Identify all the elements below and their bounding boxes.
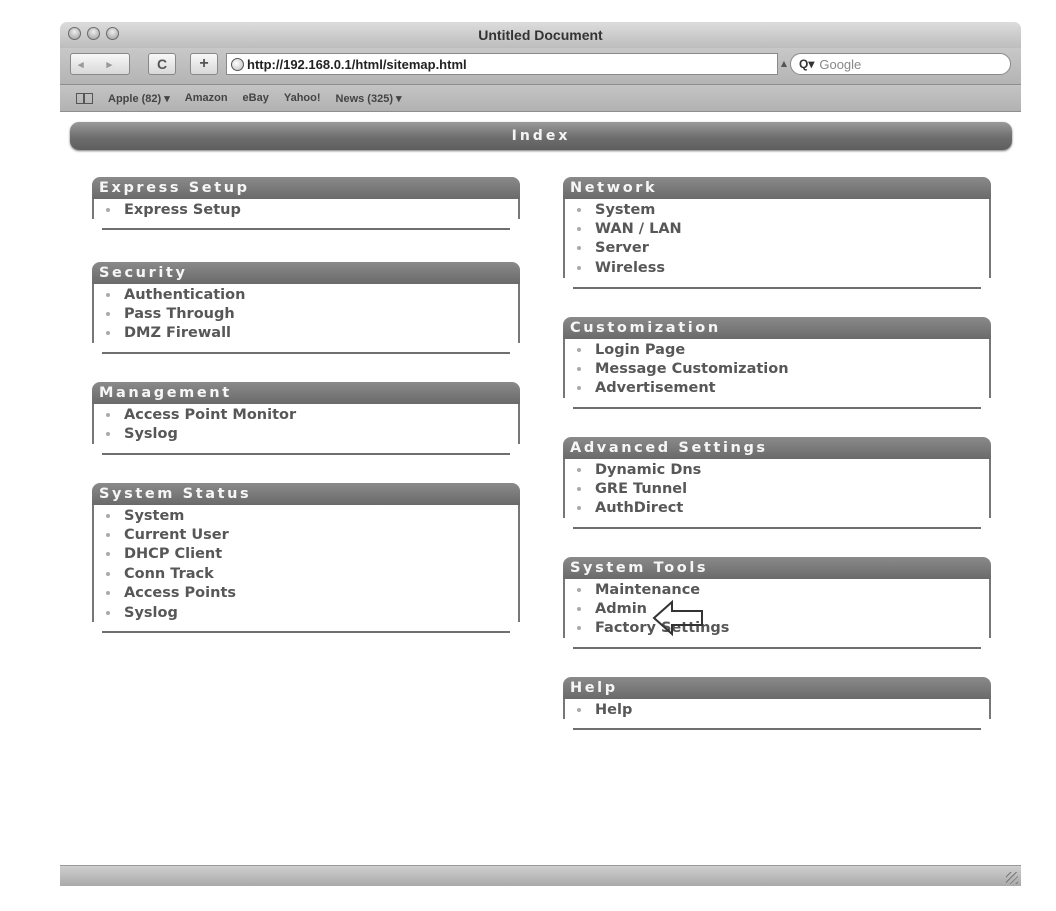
address-dropdown-icon[interactable]: ▲ — [780, 59, 788, 68]
bookmark-amazon[interactable]: Amazon — [184, 92, 228, 104]
title-bar — [60, 22, 1021, 48]
panel-divider — [573, 287, 981, 289]
link-customization-login-page[interactable] — [575, 340, 989, 359]
link-label[interactable]: Help — [595, 701, 633, 718]
link-label[interactable]: Current User — [124, 527, 229, 544]
bullet-icon — [577, 227, 581, 231]
panel-divider — [573, 728, 981, 730]
link-label[interactable]: Admin — [595, 601, 648, 618]
bullet-icon — [106, 413, 110, 417]
panel-divider — [573, 407, 981, 409]
back-forward-button[interactable]: ◂ ▸ — [70, 53, 130, 75]
link-management-access-point-monitor[interactable] — [104, 405, 518, 424]
link-network-server[interactable] — [575, 239, 989, 258]
panel-title: Management — [92, 382, 520, 404]
link-system-tools-factory-settings[interactable] — [575, 619, 989, 638]
link-label[interactable]: Advertisement — [595, 380, 716, 397]
panel-divider — [102, 631, 510, 633]
link-customization-advertisement[interactable] — [575, 379, 989, 398]
link-security-authentication[interactable] — [104, 285, 518, 304]
link-advanced-settings-dynamic-dns[interactable] — [575, 460, 989, 479]
link-label[interactable]: Authentication — [124, 286, 246, 303]
bullet-icon — [577, 246, 581, 250]
link-label[interactable]: Wireless — [595, 259, 666, 276]
bullet-icon — [577, 468, 581, 472]
bookmark-yahoo[interactable]: Yahoo! — [283, 92, 321, 104]
link-system-status-conn-track[interactable] — [104, 564, 518, 583]
panel-body — [92, 505, 520, 622]
panel-divider — [573, 647, 981, 649]
link-label[interactable]: WAN / LAN — [595, 221, 682, 238]
link-network-wireless[interactable] — [575, 258, 989, 277]
link-system-status-dhcp-client[interactable] — [104, 545, 518, 564]
link-label[interactable]: Message Customization — [595, 361, 789, 378]
index-header-bar — [70, 122, 1012, 150]
link-label[interactable]: GRE Tunnel — [595, 481, 688, 498]
bullet-icon — [106, 591, 110, 595]
bookmarks-book-icon[interactable] — [76, 93, 93, 104]
status-bar — [60, 865, 1021, 886]
link-system-status-access-points[interactable] — [104, 584, 518, 603]
link-label[interactable]: Factory Settings — [595, 620, 730, 637]
bullet-icon — [106, 432, 110, 436]
panel-title: Customization — [563, 317, 991, 339]
link-label[interactable]: Login Page — [595, 341, 686, 358]
bullet-icon — [577, 367, 581, 371]
bookmarks-bar — [60, 85, 1021, 112]
bullet-icon — [577, 348, 581, 352]
link-customization-message-customization[interactable] — [575, 359, 989, 378]
link-label[interactable]: Syslog — [124, 604, 178, 621]
reload-button[interactable]: C — [148, 53, 176, 75]
panel-title: System Tools — [563, 557, 991, 579]
panel-divider — [573, 527, 981, 529]
panel-divider — [102, 453, 510, 455]
bullet-icon — [577, 588, 581, 592]
panel-body — [563, 579, 991, 638]
link-system-tools-admin[interactable] — [575, 599, 989, 618]
address-bar[interactable] — [226, 53, 778, 75]
link-label[interactable]: DHCP Client — [124, 546, 223, 563]
link-network-wan-lan[interactable] — [575, 219, 989, 238]
link-label[interactable]: DMZ Firewall — [124, 325, 232, 342]
panel-system-tools — [563, 557, 991, 649]
bullet-icon — [577, 487, 581, 491]
window-title: Untitled Document — [478, 27, 603, 43]
bullet-icon — [106, 514, 110, 518]
bookmark-ebay[interactable]: eBay — [242, 92, 269, 104]
bullet-icon — [577, 208, 581, 212]
link-label[interactable]: Pass Through — [124, 306, 235, 323]
url-text[interactable]: http://192.168.0.1/html/sitemap.html — [247, 56, 467, 72]
bullet-icon — [106, 293, 110, 297]
link-express-setup-express-setup[interactable] — [104, 200, 518, 219]
link-help-help[interactable] — [575, 700, 989, 719]
search-field[interactable] — [790, 53, 1011, 75]
bullet-icon — [577, 386, 581, 390]
browser-toolbar — [60, 48, 1021, 85]
link-system-tools-maintenance[interactable] — [575, 580, 989, 599]
panel-body — [92, 404, 520, 444]
link-network-system[interactable] — [575, 200, 989, 219]
index-title: Index — [511, 128, 571, 144]
panel-title: Security — [92, 262, 520, 284]
panel-divider — [102, 352, 510, 354]
link-label[interactable]: Dynamic Dns — [595, 461, 702, 478]
bullet-icon — [577, 708, 581, 712]
search-input[interactable] — [819, 57, 989, 72]
link-system-status-system[interactable] — [104, 506, 518, 525]
bullet-icon — [577, 266, 581, 270]
bullet-icon — [106, 572, 110, 576]
panel-title: Advanced Settings — [563, 437, 991, 459]
link-label[interactable]: System — [124, 507, 185, 524]
panel-advanced-settings — [563, 437, 991, 529]
bullet-icon — [106, 552, 110, 556]
bullet-icon — [106, 208, 110, 212]
globe-icon — [231, 58, 244, 71]
link-label[interactable]: Syslog — [124, 426, 178, 443]
panel-title: System Status — [92, 483, 520, 505]
bullet-icon — [577, 626, 581, 630]
link-label[interactable]: AuthDirect — [595, 500, 684, 517]
bullet-icon — [106, 611, 110, 615]
bullet-icon — [577, 506, 581, 510]
link-security-pass-through[interactable] — [104, 304, 518, 323]
link-label[interactable]: System — [595, 201, 656, 218]
panel-divider — [102, 228, 510, 230]
panel-express-setup — [92, 177, 520, 230]
resize-grip-icon[interactable] — [1006, 872, 1018, 884]
panel-body — [563, 199, 991, 278]
panel-title: Network — [563, 177, 991, 199]
link-label[interactable]: Server — [595, 240, 649, 257]
link-label[interactable]: Conn Track — [124, 565, 214, 582]
link-security-dmz-firewall[interactable] — [104, 324, 518, 343]
browser-window — [60, 22, 1021, 886]
link-label[interactable]: Access Point Monitor — [124, 406, 297, 423]
link-label[interactable]: Express Setup — [124, 201, 241, 218]
panel-customization — [563, 317, 991, 409]
panel-title: Express Setup — [92, 177, 520, 199]
bookmark-news[interactable]: News (325) ▾ — [335, 92, 402, 105]
search-icon[interactable]: Q▾ — [799, 57, 815, 71]
panel-network — [563, 177, 991, 289]
link-system-status-syslog[interactable] — [104, 603, 518, 622]
bullet-icon — [577, 607, 581, 611]
panel-body — [92, 284, 520, 343]
panel-security — [92, 262, 520, 354]
panel-body — [563, 699, 991, 719]
link-label[interactable]: Maintenance — [595, 581, 701, 598]
panel-system-status — [92, 483, 520, 633]
panel-title: Help — [563, 677, 991, 699]
panel-help — [563, 677, 991, 730]
bullet-icon — [106, 312, 110, 316]
link-management-syslog[interactable] — [104, 424, 518, 443]
bullet-icon — [106, 331, 110, 335]
link-system-status-current-user[interactable] — [104, 525, 518, 544]
link-advanced-settings-authdirect[interactable] — [575, 499, 989, 518]
panel-management — [92, 382, 520, 455]
panel-body — [92, 199, 520, 219]
bookmark-apple[interactable]: Apple (82) ▾ — [108, 92, 170, 105]
panel-body — [563, 339, 991, 398]
link-advanced-settings-gre-tunnel[interactable] — [575, 479, 989, 498]
link-label[interactable]: Access Points — [124, 585, 236, 602]
panel-body — [563, 459, 991, 518]
add-bookmark-button[interactable]: + — [190, 53, 218, 75]
bullet-icon — [106, 533, 110, 537]
